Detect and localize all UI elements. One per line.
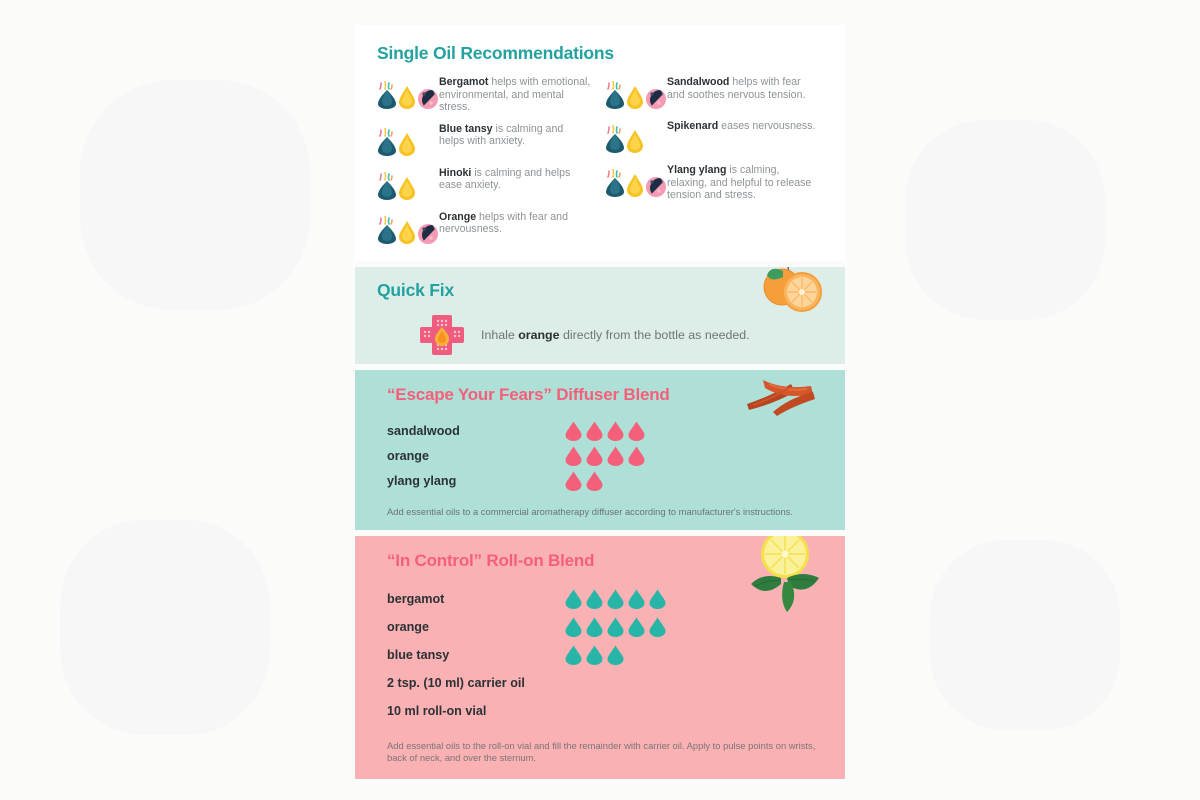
capsule-icon (646, 89, 666, 109)
quick-fix-section (355, 267, 845, 364)
drop-count-icon (565, 617, 582, 637)
drop-count-icon (586, 589, 603, 609)
diffuser-blend-section (355, 370, 845, 530)
diffuser-blend-heading: “Escape Your Fears” Diffuser Blend (387, 385, 670, 404)
blend-supply-name: 10 ml roll-on vial (387, 704, 487, 718)
blend-ingredient-name: sandalwood (387, 423, 460, 438)
oil-name: Orange (439, 210, 477, 223)
oil-recommendation-row (605, 75, 819, 111)
quick-fix-heading: Quick Fix (377, 280, 454, 300)
drop-count-icon (628, 421, 645, 441)
infographic-page (355, 25, 845, 780)
blend-drop-count (565, 617, 666, 637)
oil-recommendation-row (377, 210, 591, 246)
oil-usage-icons (605, 77, 667, 111)
diffuser-icon (605, 125, 625, 153)
capsule-icon (418, 89, 438, 109)
capsule-icon (418, 224, 438, 244)
quick-fix-text-before: Inhale (481, 328, 519, 342)
oil-usage-icons (377, 124, 439, 158)
quick-fix-text-bold: orange (518, 328, 560, 342)
background-watermark (905, 120, 1105, 320)
quick-fix-text-after: directly from the bottle as needed. (559, 328, 750, 342)
drop-count-icon (649, 589, 666, 609)
drop-count-icon (607, 645, 624, 665)
blend-drop-count (565, 589, 666, 609)
blend-ingredient-row (387, 443, 823, 468)
blend-ingredient-name: orange (387, 448, 429, 463)
oil-description: Hinoki is calming and helps ease anxiety. (439, 166, 571, 192)
quick-fix-text (481, 328, 750, 342)
blend-ingredient-name: bergamot (387, 592, 445, 606)
diffuser-icon (377, 172, 397, 200)
blend-drop-count (565, 471, 603, 491)
rollon-blend-note: Add essential oils to the roll-on vial and fill the remainder with carrier oil. Apply to pulse points on wrists, back of neck, and over the sternum. (387, 740, 816, 763)
background-watermark (80, 80, 310, 310)
drop-count-icon (586, 446, 603, 466)
oil-recommendation-row (605, 163, 819, 202)
blend-drop-count (565, 645, 624, 665)
blend-ingredient-name: ylang ylang (387, 473, 457, 488)
oil-usage-icons (377, 212, 439, 246)
drop-count-icon (628, 617, 645, 637)
oil-description: Spikenard eases nervousness. (667, 120, 816, 132)
diffuser-icon (377, 128, 397, 156)
background-watermark (930, 540, 1120, 730)
blend-supply-row (387, 669, 823, 697)
blend-ingredient-row (387, 468, 823, 493)
drop-count-icon (607, 421, 624, 441)
drop-count-icon (607, 446, 624, 466)
blend-ingredient-row (387, 641, 823, 669)
rollon-blend-heading: “In Control” Roll-on Blend (387, 551, 595, 570)
oil-name: Ylang ylang (667, 164, 727, 176)
oil-name: Bergamot (439, 76, 489, 88)
blend-supply-row (387, 697, 823, 725)
oil-drop-icon (398, 220, 416, 244)
oil-recommendation-row (377, 122, 591, 158)
drop-count-icon (565, 471, 582, 491)
drop-count-icon (649, 617, 666, 637)
oil-drop-icon (626, 85, 644, 109)
oil-usage-icons (377, 168, 439, 202)
oil-description: Sandalwood helps with fear and soothes nervous tension. (667, 76, 806, 101)
diffuser-blend-ingredients (387, 418, 823, 493)
drop-count-icon (586, 471, 603, 491)
oil-drop-icon (398, 132, 416, 156)
drop-count-icon (607, 617, 624, 637)
blend-ingredient-row (387, 613, 823, 641)
drop-count-icon (565, 421, 582, 441)
oil-description: Bergamot helps with emotional, environmental, and mental stress. (439, 76, 591, 114)
oil-name: Blue tansy (439, 122, 493, 135)
drop-count-icon (607, 589, 624, 609)
blend-ingredient-row (387, 418, 823, 443)
single-oil-right-column (605, 75, 819, 246)
drop-count-icon (628, 589, 645, 609)
diffuser-blend-note: Add essential oils to a commercial aromatherapy diffuser according to manufacturer's instructions. (387, 506, 793, 517)
drop-count-icon (586, 617, 603, 637)
background-watermark (60, 520, 270, 735)
blend-ingredient-name: blue tansy (387, 648, 450, 662)
drop-count-icon (586, 421, 603, 441)
blend-ingredient-name: orange (387, 620, 429, 634)
blend-drop-count (565, 446, 645, 466)
oil-name: Hinoki (439, 166, 472, 179)
drop-count-icon (565, 589, 582, 609)
oil-description: Blue tansy is calming and helps with anxiety. (439, 122, 564, 148)
single-oil-heading: Single Oil Recommendations (377, 43, 614, 63)
blend-supply-name: 2 tsp. (10 ml) carrier oil (387, 676, 525, 690)
diffuser-icon (605, 169, 625, 197)
capsule-icon (646, 177, 666, 197)
bandage-cross-icon (419, 312, 465, 358)
orange-fruit-illustration (753, 267, 825, 319)
single-oil-recommendations-section (355, 25, 845, 261)
oil-drop-icon (398, 85, 416, 109)
oil-drop-icon (398, 176, 416, 200)
oil-drop-icon (626, 129, 644, 153)
drop-count-icon (565, 446, 582, 466)
single-oil-left-column (377, 75, 591, 246)
oil-description: Ylang ylang is calming, relaxing, and helpful to release tension and stress. (667, 164, 812, 202)
oil-recommendation-row (605, 119, 819, 155)
drop-count-icon (565, 645, 582, 665)
oil-description: Orange helps with fear and nervousness. (439, 210, 568, 236)
rollon-blend-section (355, 536, 845, 779)
diffuser-icon (605, 81, 625, 109)
cinnamon-sticks-illustration (743, 374, 817, 418)
oil-name: Sandalwood (667, 76, 730, 88)
oil-recommendation-row (377, 166, 591, 202)
oil-name: Spikenard (667, 120, 719, 132)
oil-drop-icon (626, 173, 644, 197)
drop-count-icon (586, 645, 603, 665)
diffuser-icon (377, 81, 397, 109)
blend-drop-count (565, 421, 645, 441)
oil-usage-icons (605, 165, 667, 199)
drop-count-icon (628, 446, 645, 466)
lemon-slice-with-leaves-illustration (741, 536, 827, 614)
oil-usage-icons (605, 121, 667, 155)
oil-recommendation-row (377, 75, 591, 114)
oil-usage-icons (377, 77, 439, 111)
diffuser-icon (377, 216, 397, 244)
